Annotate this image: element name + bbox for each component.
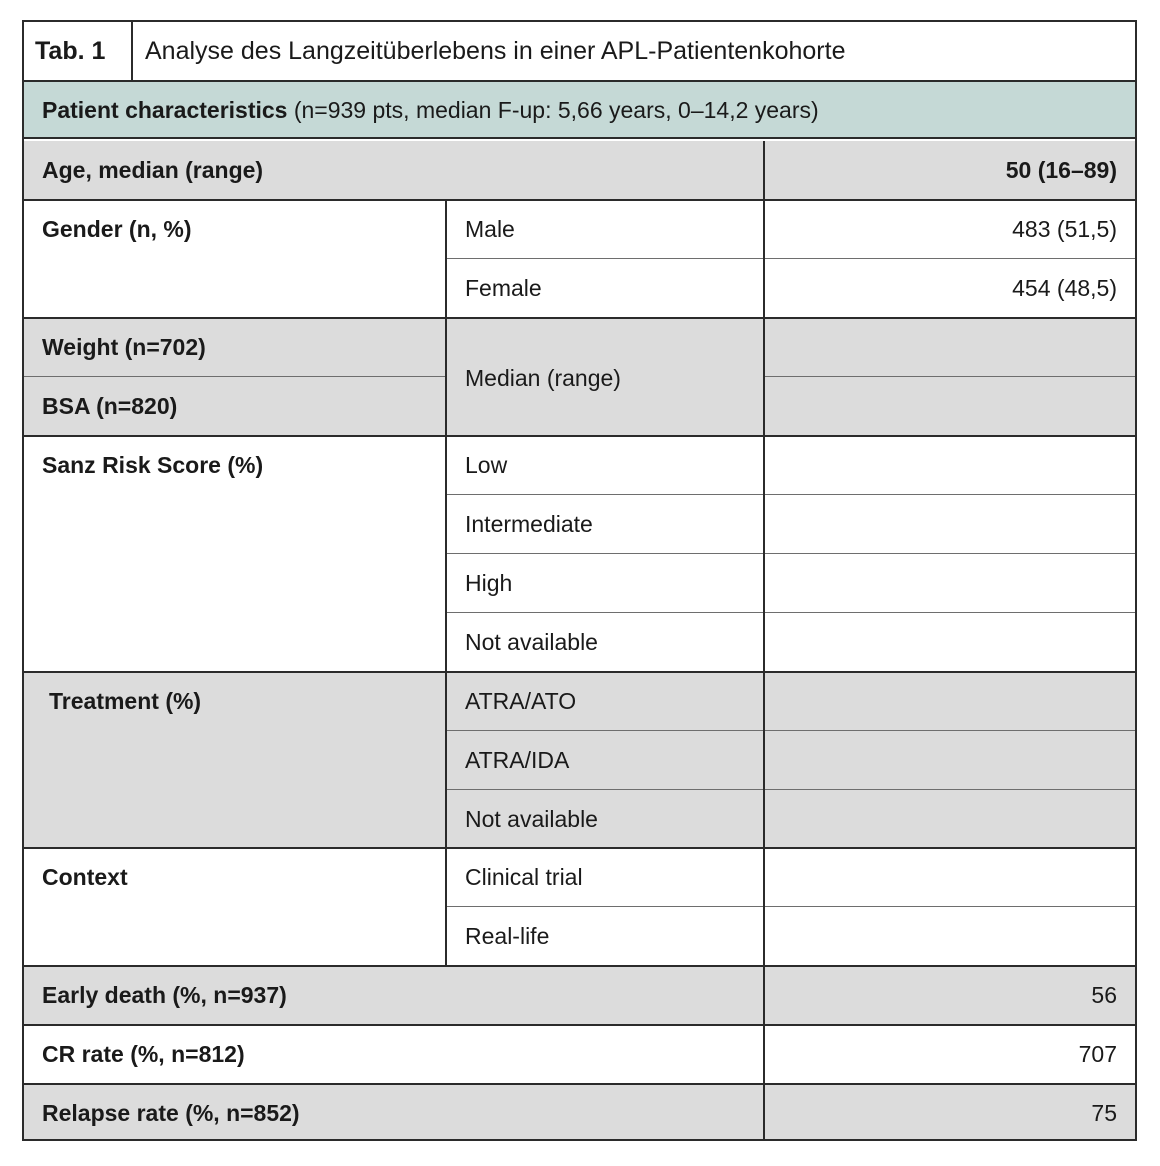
divider <box>447 553 1135 554</box>
column-divider <box>763 141 765 1139</box>
early-death-value: 56 <box>1091 982 1117 1008</box>
table-title-row <box>24 22 1135 82</box>
male-label: Male <box>465 216 515 242</box>
female-value: 454 (48,5) <box>1012 275 1117 301</box>
age-label: Age, median (range) <box>42 157 264 183</box>
context-real-life: Real-life <box>465 923 550 949</box>
patient-characteristics-detail: (n=939 pts, median F-up: 5,66 years, 0–14,2 years) <box>293 97 819 123</box>
early-death-label: Early death (%, n=937) <box>42 982 287 1008</box>
treatment-atra-ato: ATRA/ATO <box>465 688 577 714</box>
median-range-label: Median (range) <box>465 365 621 391</box>
table-title: Analyse des Langzeitüberlebens in einer APL-Patientenkohorte <box>145 37 846 65</box>
male-value: 483 (51,5) <box>1012 216 1117 242</box>
treatment-atra-ida: ATRA/IDA <box>465 747 570 773</box>
patient-characteristics-row <box>24 82 1135 139</box>
gender-label: Gender (n, %) <box>42 216 192 242</box>
sanz-not-available: Not available <box>465 629 598 655</box>
relapse-rate-value: 75 <box>1091 1100 1117 1126</box>
age-value: 50 (16–89) <box>1005 157 1117 183</box>
treatment-not-available: Not available <box>465 806 598 832</box>
divider <box>447 906 1135 907</box>
sanz-label: Sanz Risk Score (%) <box>42 452 264 478</box>
sanz-high: High <box>465 570 513 596</box>
data-table <box>22 20 1137 1141</box>
sanz-intermediate: Intermediate <box>465 511 593 537</box>
patient-characteristics-label: Patient characteristics <box>42 97 288 123</box>
context-clinical-trial: Clinical trial <box>465 864 583 890</box>
treatment-label: Treatment (%) <box>49 688 202 714</box>
table-number: Tab. 1 <box>24 22 133 80</box>
context-label: Context <box>42 864 128 890</box>
relapse-rate-label: Relapse rate (%, n=852) <box>42 1100 300 1126</box>
cr-rate-value: 707 <box>1078 1041 1117 1067</box>
sanz-low: Low <box>465 452 508 478</box>
female-label: Female <box>465 275 542 301</box>
cr-rate-label: CR rate (%, n=812) <box>42 1041 245 1067</box>
divider <box>765 376 1135 377</box>
weight-label: Weight (n=702) <box>42 334 206 360</box>
bsa-label: BSA (n=820) <box>42 393 178 419</box>
column-divider <box>445 201 447 965</box>
